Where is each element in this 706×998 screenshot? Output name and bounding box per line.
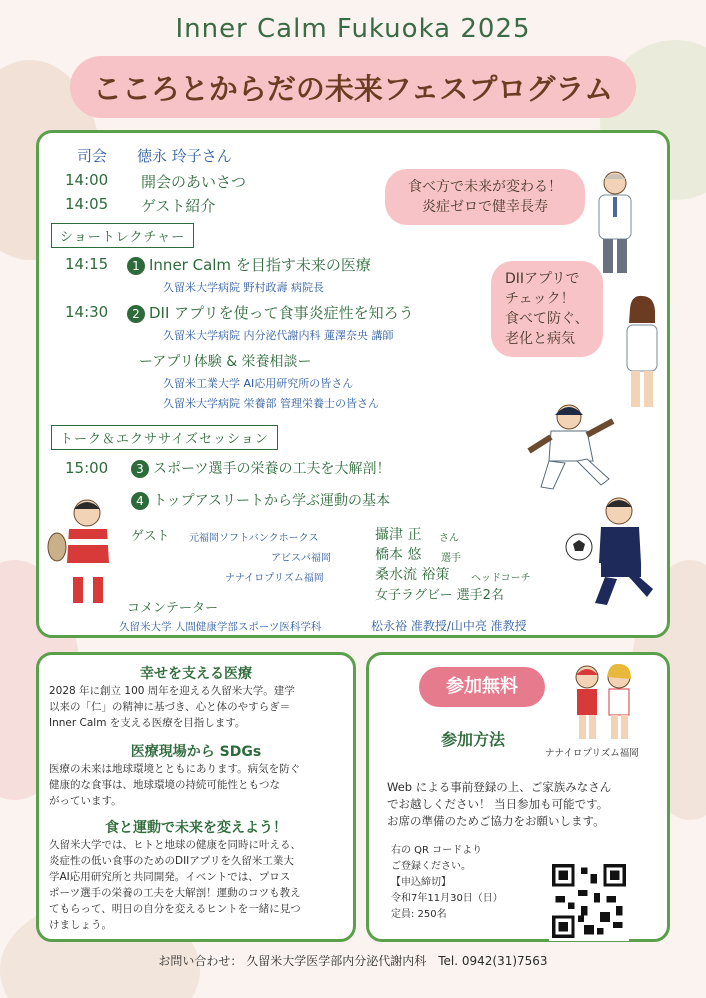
talk3-title [131,458,390,478]
bubble-line: チェック！ [505,291,575,307]
schedule-time: 14:00 [65,171,109,189]
body-line: 2028 年に創立 100 周年を迎える久留米大学。建学 [49,685,295,697]
lecture2-title [127,302,414,323]
info-panel [36,652,356,942]
short-lecture-tag: ショートレクチャー [51,223,194,248]
mc-label: 司会 [77,147,108,165]
bubble-line: DIIアプリで [505,271,580,287]
team-label: ナナイロプリズム福岡 [545,748,639,759]
body-line: 以来の「仁」の精神に基づき、心と体のやすらぎ＝ [49,701,291,713]
bubble-line: 食べ方で未来が変わる！ [408,179,562,195]
title-banner [70,56,636,118]
baseball-player-illustration [521,401,621,493]
guest-name: 橋本 悠 [375,547,422,563]
guest-name: 桑水流 裕策 [375,567,450,583]
app-session-line: 久留米工業大学 AI応用研究所の皆さん [163,377,354,390]
app-session-title: ーアプリ体験 & 栄養相談ー [139,354,312,370]
qr-line: 令和7年11月30日（日） [391,893,503,904]
talk3-title-text: スポーツ選手の栄養の工夫を大解剖！ [153,461,391,477]
body-line: ポーツ選手の栄養の工夫を大解剖！運動のコツも教え [49,887,301,899]
section-body [49,761,300,809]
registration-body [387,779,611,830]
talk4-title-text: トップアスリートから学ぶ運動の基本 [153,493,391,509]
talk-time: 15:00 [65,459,109,477]
guest-role: 選手 [441,553,461,564]
lecture2-title-text: DII アプリを使って食事炎症性を知ろう [149,304,414,322]
contact-footer: お問い合わせ： 久留米大学医学部内分泌代謝内科 Tel. 0942(31)7563 [158,954,548,968]
section-title: 食と運動で未来を変えよう！ [105,820,287,836]
body-line: Web による事前登録の上、ご家族みなさん [387,780,612,794]
schedule-text: 開会のあいさつ [141,173,247,191]
qr-line: 右の QR コードより [391,845,483,856]
rugby-girls-illustration [563,661,643,743]
guest-org: 元福岡ソフトバンクホークス [189,533,319,544]
section-body [49,837,301,933]
section-title: 幸せを支える医療 [140,666,252,682]
doctor-illustration [587,169,643,279]
qr-line: 定員: 250名 [391,909,447,920]
body-line: 医療の未来は地球環境とともにあります。病気を防ぐ [49,763,301,775]
lecture1-time: 14:15 [65,255,109,273]
schedule-text: ゲスト紹介 [141,197,216,215]
body-line: でお越しください！ 当日参加も可能です。 [387,797,609,811]
nutritionist-illustration [617,293,667,413]
number-badge: 4 [131,492,149,510]
registration-qr-code[interactable] [549,861,629,941]
section-title: 医療現場から SDGs [130,744,262,760]
body-line: Inner Calm を支える医療を目指します。 [49,717,246,729]
lecture2-speaker: 久留米大学病院 内分泌代謝内科 蓮澤奈央 講師 [163,329,394,342]
free-admission-badge: 参加無料 [419,667,545,707]
lecture2-time: 14:30 [65,303,109,321]
app-session-line: 久留米大学病院 栄養部 管理栄養士の皆さん [163,397,379,410]
mc-name: 徳永 玲子さん [137,147,232,165]
section-body [49,683,295,731]
commentator-label: コメンテーター [127,601,219,616]
body-line: お席の準備のためご協力をお願いします。 [387,814,605,828]
body-line: がっています。 [49,795,122,807]
qr-instructions [391,843,503,923]
guest-name: 攝津 正 [375,527,422,543]
lecture1-title [127,254,371,275]
lecture1-speaker: 久留米大学病院 野村政壽 病院長 [163,281,324,294]
number-badge: 2 [127,305,145,323]
body-line: 久留米大学では、ヒトと地球の健康を同時に叶える、 [49,839,301,851]
event-english-title: Inner Calm Fukuoka 2025 [175,14,531,44]
guest-name: 女子ラグビー 選手2名 [375,588,504,603]
body-line: 学AI応用研究所と共同開発。イベントでは、プロス [49,871,291,883]
qr-line: 【申込締切】 [391,877,451,888]
guest-label: ゲスト [131,529,170,544]
bubble-line: 老化と病気 [505,331,575,347]
soccer-player-illustration [561,493,657,609]
guest-org: アビスパ福岡 [271,553,331,564]
guest-role: さん [439,533,459,544]
schedule-time: 14:05 [65,195,109,213]
bubble-line: 炎症ゼロで健幸長寿 [422,199,548,215]
guest-role: ヘッドコーチ [471,573,531,584]
guest-org: ナナイロプリズム福岡 [225,573,324,584]
registration-method-title: 参加方法 [441,730,506,749]
commentator-org: 久留米大学 人間健康学部スポーツ医科学科 [119,621,322,633]
body-line: てもらって、明日の自分を変えるヒントを一緒に見つ [49,903,301,915]
bubble-line: 食べて防ぐ、 [505,311,589,327]
talk-session-tag: トーク＆エクササイズセッション [51,425,278,450]
registration-panel [366,652,670,942]
qr-line: ご登録ください。 [391,861,471,872]
talk4-title [131,490,390,510]
event-japanese-title: こころとからだの未来フェスプログラム [92,71,614,106]
body-line: 炎症性の低い食事のためのDIIアプリを久留米工業大 [49,855,294,867]
body-line: けましょう。 [49,919,112,931]
lecture1-title-text: Inner Calm を目指す未来の医療 [149,256,371,274]
speech-bubble-doctor [385,169,585,225]
program-panel [36,130,670,638]
body-line: 健康的な食事は、地球環境の持続可能性ともつな [49,779,280,791]
number-badge: 1 [127,257,145,275]
commentator-names: 松永裕 准教授/山中亮 准教授 [371,619,527,633]
rugby-player-illustration [45,495,127,607]
number-badge: 3 [131,460,149,478]
